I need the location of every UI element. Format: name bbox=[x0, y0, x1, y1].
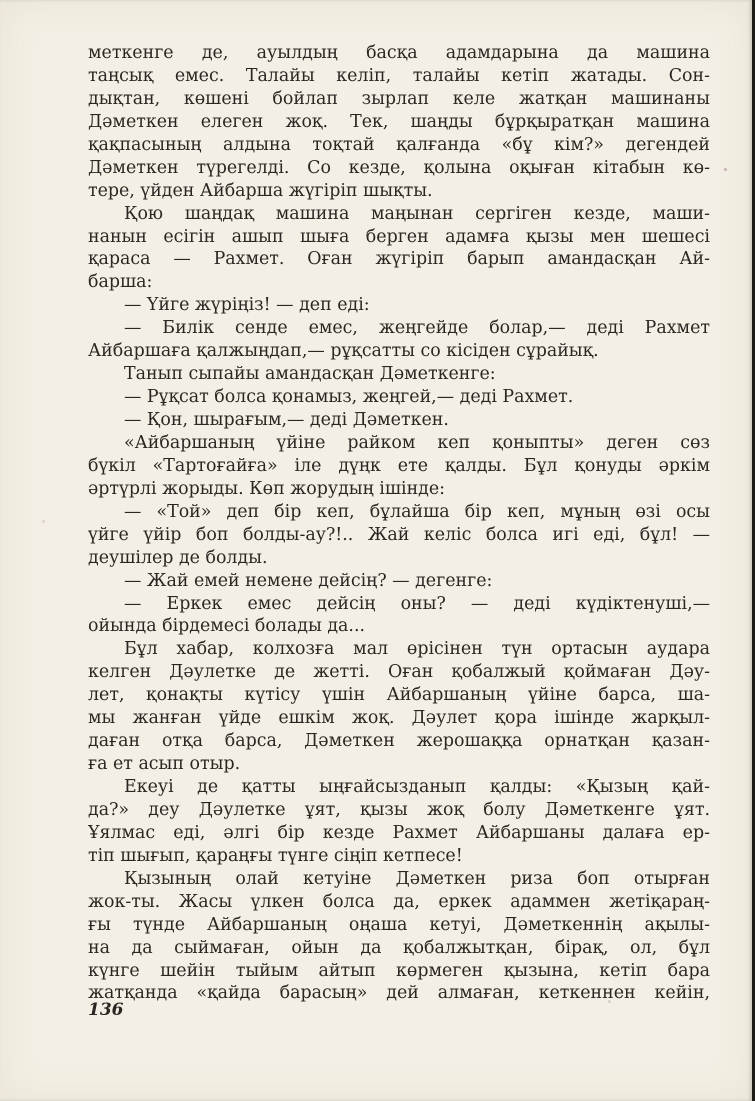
text-line: үйге үйір боп болды-ау?!.. Жай келіс болса игі еді, бұл! — bbox=[88, 524, 710, 545]
text-line: Айбаршаға қалжыңдап,— рұқсатты со кісіден сұрайық. bbox=[88, 341, 599, 362]
text-line: Ұялмас еді, әлгі бір кезде Рахмет Айбаршаны далаға ер- bbox=[88, 822, 710, 843]
text-line: барша: bbox=[88, 272, 153, 293]
text-line: қақпасының алдына тоқтай қалғанда «бұ кім?» дегендей bbox=[88, 134, 710, 155]
text-line: деушілер де болды. bbox=[88, 547, 268, 568]
text-line: «Айбаршаның үйіне райком кеп қоныпты» деген сөз bbox=[124, 432, 710, 453]
text-line: Бұл хабар, колхозға мал өрісінен түн ортасын аудара bbox=[124, 639, 710, 660]
text-line: әртүрлі жорыды. Көп жорудың ішінде: bbox=[88, 478, 446, 499]
text-line: таңсық емес. Талайы келіп, талайы кетіп жатады. Сон- bbox=[88, 65, 710, 86]
paper-speck bbox=[608, 1000, 611, 1003]
paper-speck bbox=[724, 168, 727, 171]
page-number: 136 bbox=[88, 1000, 124, 1020]
text-line: жатқанда «қайда барасың» дей алмаған, кеткеннен кейін, bbox=[88, 983, 710, 1004]
text-line: Дәметкен түрегелді. Со кезде, қолына оқыған кітабын кө- bbox=[88, 157, 710, 178]
text-line: — Қон, шырағым,— деді Дәметкен. bbox=[124, 410, 449, 430]
text-line: жок-ты. Жасы үлкен болса да, еркек адаммен жетіқараң- bbox=[88, 891, 710, 912]
text-line: меткенге де, ауылдың басқа адамдарына да машина bbox=[88, 43, 710, 63]
text-line: Екеуі де қатты ыңғайсызданып қалды: «Қызың қай- bbox=[124, 777, 710, 797]
text-line: да?» деу Дәулетке ұят, қызы жоқ болу Дәметкенге ұят. bbox=[88, 799, 710, 820]
text-line: ғы түнде Айбаршаның оңаша кетуі, Дәметкеннің ақылы- bbox=[88, 914, 710, 935]
text-line: Қою шаңдақ машина маңынан сергіген кезде, маши- bbox=[124, 203, 710, 224]
text-line: бүкіл «Тартоғайға» іле дүңк ете қалды. Бұл қонуды әркім bbox=[88, 455, 710, 476]
text-line: — «Той» деп бір кеп, бұлайша бір кеп, мұның өзі осы bbox=[124, 501, 710, 522]
text-line: күнге шейін тыйым айтып көрмеген қызына, кетіп бара bbox=[88, 960, 710, 981]
text-line: на да сыймаған, ойын да қобалжытқан, бірақ, ол, бұл bbox=[88, 937, 710, 958]
text-line: — Үйге жүріңіз! — деп еді: bbox=[124, 295, 370, 316]
text-line: нанын есігін ашып шыға берген адамға қызы мен шешесі bbox=[88, 226, 710, 247]
paper-speck bbox=[42, 520, 45, 523]
text-line: даған отқа барса, Дәметкен жерошаққа орнатқан қазан- bbox=[88, 731, 710, 752]
text-line: тере, үйден Айбарша жүгіріп шықты. bbox=[88, 180, 433, 201]
text-line: келген Дәулетке де жетті. Оған қобалжый қоймаған Дәу- bbox=[88, 662, 710, 683]
text-line: лет, қонақты күтісу үшін Айбаршаның үйіне барса, ша- bbox=[88, 685, 710, 706]
text-line: Танып сыпайы амандасқан Дәметкенге: bbox=[124, 364, 496, 385]
text-line: Қызының олай кетуіне Дәметкен риза боп отырған bbox=[124, 868, 710, 889]
page-body-text bbox=[88, 42, 710, 1005]
text-line: — Жай емей немене дейсің? — дегенге: bbox=[124, 570, 493, 591]
text-line: ойында бірдемесі болады да... bbox=[88, 616, 366, 637]
text-line: ға ет асып отыр. bbox=[88, 754, 241, 775]
text-line: — Рұқсат болса қонамыз, жеңгей,— деді Рахмет. bbox=[124, 387, 574, 408]
text-line: Дәметкен елеген жоқ. Тек, шаңды бұрқыратқан машина bbox=[88, 111, 710, 132]
text-line: қараса — Рахмет. Оған жүгіріп барып амандасқан Ай- bbox=[88, 249, 710, 270]
text-line: — Билік сенде емес, жеңгейде болар,— деді Рахмет bbox=[124, 318, 710, 339]
text-line: мы жанған үйде ешкім жоқ. Дәулет қора ішінде жарқыл- bbox=[88, 708, 710, 729]
text-line: — Еркек емес дейсің оны? — деді күдіктенуші,— bbox=[124, 593, 710, 614]
text-line: дықтан, көшені бойлап зырлап келе жатқан машинаны bbox=[88, 88, 710, 109]
text-line: тіп шығып, қараңғы түнге сіңіп кетпесе! bbox=[88, 845, 463, 866]
